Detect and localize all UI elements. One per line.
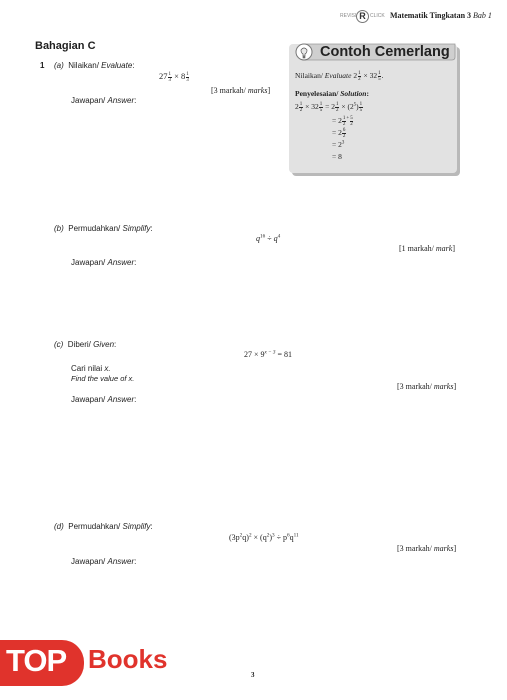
expr-d-t3b: q — [289, 533, 294, 542]
step1-rhs3-exp-den: 5 — [359, 108, 363, 113]
part-a-marks-ms: [3 markah/ — [211, 86, 246, 95]
expr-b-exp2: 4 — [277, 233, 281, 240]
lightbulb-icon — [294, 43, 314, 63]
part-d-marks — [397, 544, 456, 553]
example-solution-colon: : — [366, 89, 369, 98]
part-b-instruction-ms: Permudahkan/ — [68, 224, 121, 233]
part-c-find-en: Find the value of x. — [71, 374, 135, 383]
expr-d-op1: × (q — [253, 533, 267, 542]
part-b-answer-label — [71, 258, 136, 267]
expr-a-exp2-den: 3 — [186, 78, 189, 83]
part-c-instruction-ms: Diberi/ — [67, 340, 91, 349]
part-b-marks-close: ] — [452, 244, 455, 253]
watermark-top-text: TOP — [6, 643, 67, 678]
part-c-marks — [397, 382, 456, 391]
step1-exp2-den: 5 — [319, 108, 323, 113]
part-c-label: (c) — [54, 340, 64, 349]
example-q-exp2-num: 1 — [378, 71, 381, 76]
example-q-end: . — [381, 71, 384, 80]
expr-d-t2b: ) — [269, 533, 272, 542]
logo-left-text: REVISI — [340, 13, 357, 19]
part-d-marks-en: marks — [433, 544, 454, 553]
step3-base: = 2 — [332, 128, 342, 137]
expr-d-op2: ÷ p — [276, 533, 287, 542]
part-a-instruction — [54, 61, 135, 70]
step4-base: = 2 — [332, 140, 342, 149]
part-b-marks-ms: [1 markah/ — [399, 244, 434, 253]
example-card-title: Contoh Cemerlang — [320, 44, 450, 60]
step1-exp1-den: 2 — [299, 108, 303, 113]
part-c-answer-colon: : — [134, 395, 137, 404]
example-step-1 — [295, 102, 363, 113]
part-a-label: (a) — [54, 61, 64, 70]
part-c-answer-ms: Jawapan/ — [71, 395, 106, 404]
logo-right-text: CLICK — [370, 13, 385, 19]
header-title: Matematik Tingkatan 3 — [390, 11, 472, 20]
section-title: Bahagian C — [35, 40, 96, 52]
part-d-instruction-en: Simplify — [122, 522, 151, 531]
watermark-books-text: Books — [88, 644, 168, 674]
part-a-instruction-ms: Nilaikan/ — [68, 61, 99, 70]
part-c-find — [71, 364, 111, 373]
part-a-answer-colon: : — [134, 96, 137, 105]
step2-base: = 2 — [332, 116, 342, 125]
part-a-marks-en: marks — [247, 86, 268, 95]
expr-d-t2-exp: 2 — [266, 532, 270, 539]
part-b-expression — [256, 234, 280, 243]
step1-base: 2 — [295, 102, 299, 111]
part-c-expression — [244, 350, 292, 359]
expr-a-base1: 27 — [159, 71, 168, 81]
part-c-find-ms: Cari nilai — [71, 364, 103, 373]
topbooks-watermark — [0, 640, 180, 690]
part-d-colon: : — [150, 522, 153, 531]
part-a-instruction-en: Evaluate — [101, 61, 133, 70]
part-b-marks — [399, 244, 455, 253]
step1-exp1-num: 1 — [299, 102, 303, 107]
expr-c-exp: x − 3 — [264, 349, 276, 356]
expr-d-t3b-exp: 11 — [293, 532, 299, 539]
publisher-logo — [340, 10, 390, 22]
header-chapter: Bab 1 — [473, 11, 492, 20]
example-question — [295, 71, 383, 82]
example-step-2 — [332, 116, 354, 127]
part-c-marks-close: ] — [453, 382, 457, 391]
part-d-label: (d) — [54, 522, 64, 531]
expr-b-base2: q — [273, 234, 278, 243]
expr-d-t3-exp: 6 — [286, 532, 290, 539]
part-d-marks-close: ] — [453, 544, 457, 553]
part-c-marks-ms: [3 markah/ — [397, 382, 432, 391]
expr-d-t1b: q) — [242, 533, 249, 542]
example-q-base1: 2 — [353, 71, 358, 80]
part-c-answer-en: Answer — [107, 395, 135, 404]
expr-b-base1: q — [256, 234, 260, 243]
step1-rhs2-exp: 5 — [353, 102, 357, 108]
part-a-answer-en: Answer — [107, 96, 135, 105]
example-question-en: Evaluate — [324, 71, 352, 80]
expr-b-exp1: 16 — [260, 233, 266, 240]
example-step-4 — [332, 140, 344, 149]
part-a-marks — [211, 86, 270, 95]
expr-a-exp1-den: 3 — [168, 78, 171, 83]
example-solution-en: Solution — [340, 89, 367, 98]
part-a-answer-label — [71, 96, 136, 105]
step2-exp1-den: 2 — [342, 122, 346, 127]
part-c-find-var: x. — [104, 364, 111, 373]
step1-op: × 32 — [305, 102, 319, 111]
part-a-marks-close: ] — [267, 86, 271, 95]
expr-d-t2b-exp: 3 — [271, 532, 275, 539]
step1-rhs1-exp-num: 1 — [335, 102, 339, 107]
part-b-label: (b) — [54, 224, 64, 233]
part-d-expression — [229, 533, 299, 542]
example-question-ms: Nilaikan/ — [295, 71, 323, 80]
step3-exp-den: 2 — [342, 134, 346, 139]
step4-exp: 3 — [341, 140, 345, 146]
expr-a-exp2-num: 1 — [186, 72, 189, 77]
part-a-answer-ms: Jawapan/ — [71, 96, 106, 105]
example-q-exp2-den: 5 — [378, 77, 381, 82]
example-q-exp1-den: 2 — [358, 77, 361, 82]
step3-exp-num: 6 — [342, 128, 346, 133]
part-c-marks-en: marks — [433, 382, 454, 391]
page-number: 3 — [251, 671, 255, 679]
expr-d-t1-exp: 2 — [239, 532, 243, 539]
part-d-instruction — [54, 522, 153, 531]
part-c-instruction — [54, 340, 116, 349]
part-b-answer-colon: : — [134, 258, 137, 267]
part-b-instruction-en: Simplify — [122, 224, 151, 233]
example-q-op: × 32 — [363, 71, 378, 80]
part-d-instruction-ms: Permudahkan/ — [68, 522, 121, 531]
expr-b-op: ÷ — [267, 234, 272, 243]
step1-rhs1-exp-den: 2 — [335, 108, 339, 113]
example-step-3 — [332, 128, 346, 139]
part-b-marks-en: mark — [435, 244, 453, 253]
part-d-answer-label — [71, 557, 136, 566]
step1-rhs3-exp-num: 1 — [359, 102, 363, 107]
step1-close: ) — [356, 102, 359, 111]
step1-exp2-num: 1 — [319, 102, 323, 107]
part-d-marks-ms: [3 markah/ — [397, 544, 432, 553]
part-d-answer-en: Answer — [107, 557, 135, 566]
expr-d-t1: (3p — [229, 533, 240, 542]
expr-a-base2: 8 — [181, 71, 186, 81]
expr-c-lhs: 27 × 9 — [244, 350, 265, 359]
expr-a-exp1-num: 1 — [168, 72, 171, 77]
part-c-colon: : — [114, 340, 117, 349]
step2-plus: + — [346, 116, 350, 121]
part-c-answer-label — [71, 395, 136, 404]
part-b-colon: : — [150, 224, 153, 233]
part-b-answer-ms: Jawapan/ — [71, 258, 106, 267]
expr-a-op: × — [174, 71, 179, 81]
expr-d-t1b-exp: 2 — [248, 532, 252, 539]
step2-exp1-num: 1 — [342, 116, 346, 121]
part-a-colon: : — [132, 61, 135, 70]
part-a-expression — [159, 71, 190, 83]
part-b-answer-en: Answer — [107, 258, 135, 267]
example-solution-label — [295, 89, 369, 98]
step2-exp2-den: 2 — [350, 122, 353, 127]
example-q-exp1-num: 1 — [358, 71, 361, 76]
step2-exp2-num: 5 — [350, 116, 353, 121]
logo-r-icon: R — [356, 10, 369, 23]
question-number: 1 — [40, 61, 45, 70]
example-step-5: = 8 — [332, 152, 342, 161]
step1-rhs1: = 2 — [325, 102, 335, 111]
part-c-instruction-en: Given — [93, 340, 115, 349]
part-d-answer-colon: : — [134, 557, 137, 566]
part-d-answer-ms: Jawapan/ — [71, 557, 106, 566]
expr-c-rhs: = 81 — [277, 350, 293, 359]
step1-rhs2: × (2 — [341, 102, 354, 111]
example-solution-ms: Penyelesaian/ — [295, 89, 339, 98]
running-header — [390, 11, 492, 20]
part-b-instruction — [54, 224, 153, 233]
